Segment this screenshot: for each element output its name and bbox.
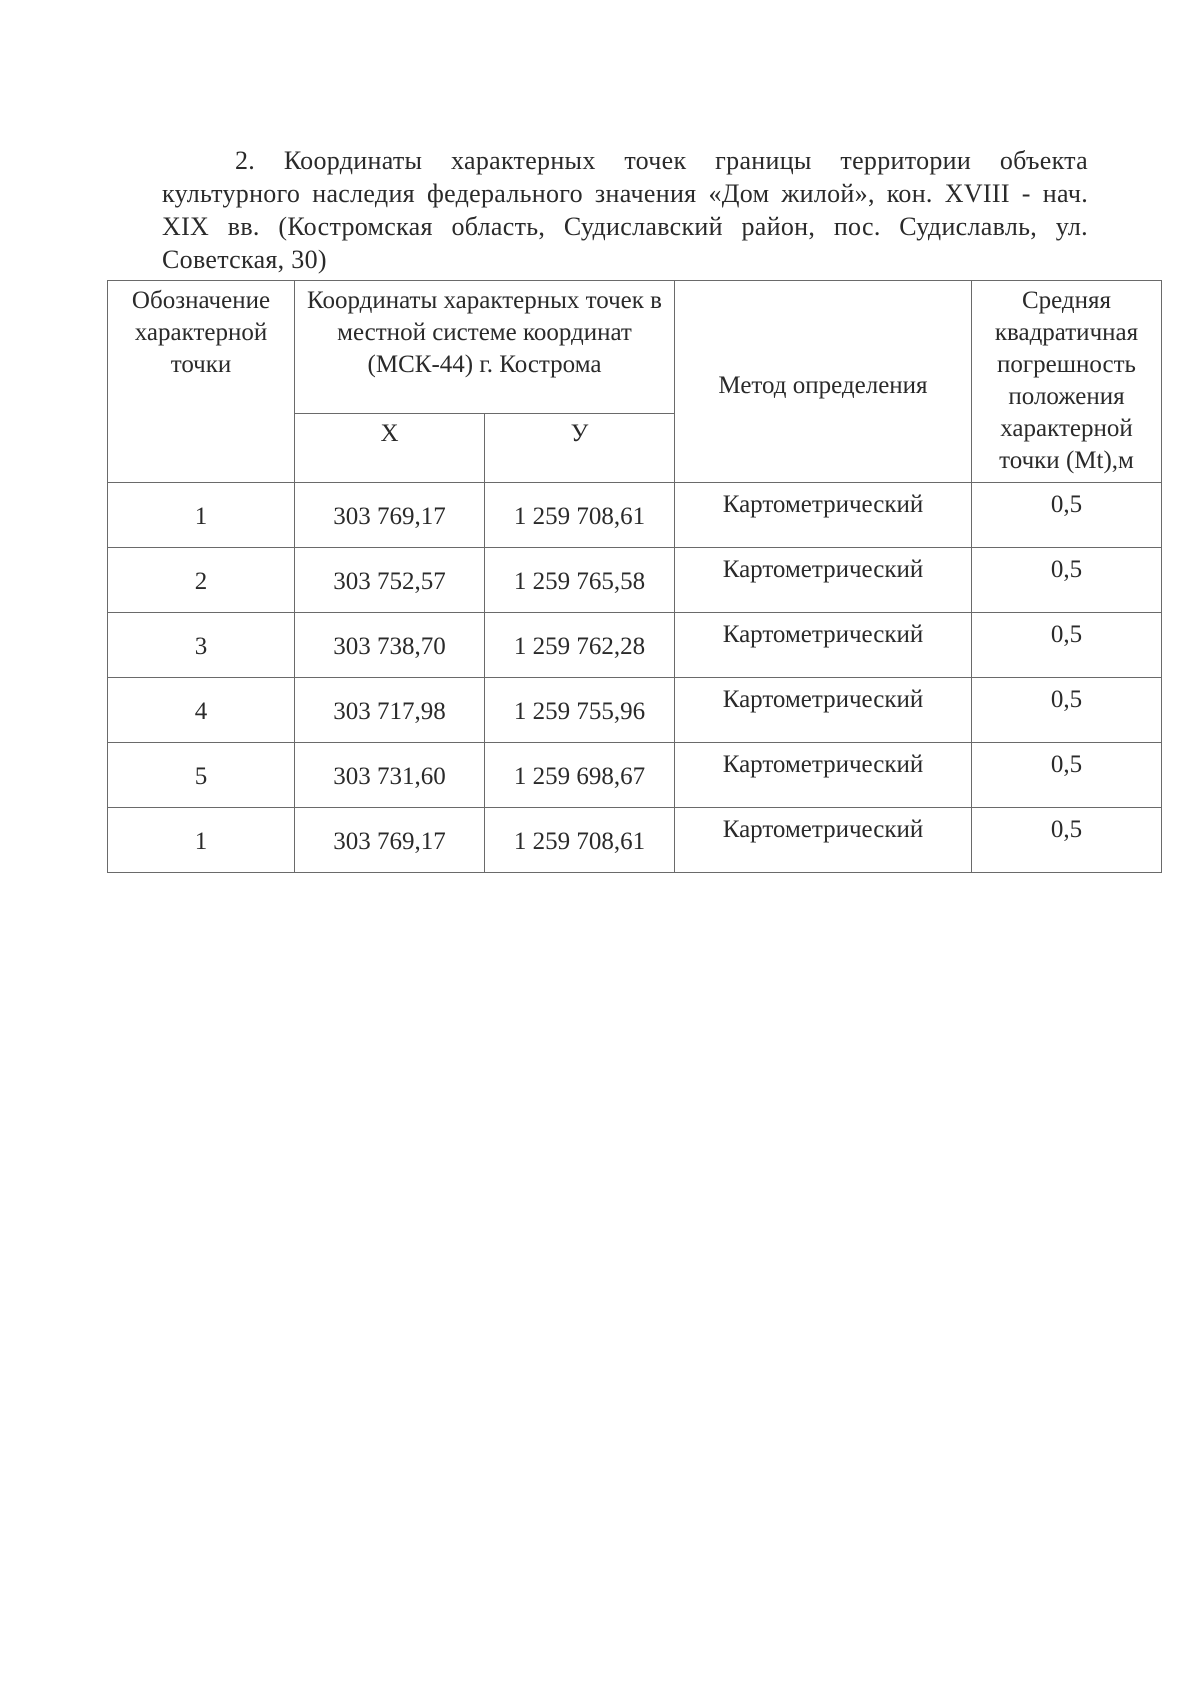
cell-error: 0,5 [972,743,1162,808]
cell-x: 303 769,17 [295,483,485,548]
cell-point: 1 [108,483,295,548]
cell-y: 1 259 708,61 [485,483,675,548]
cell-y: 1 259 762,28 [485,613,675,678]
cell-error: 0,5 [972,548,1162,613]
header-error: Средняя квадратичная погрешность положения характерной точки (Mt),м [972,281,1162,483]
cell-x: 303 738,70 [295,613,485,678]
cell-error: 0,5 [972,483,1162,548]
table-row [108,678,1162,743]
table-row [108,613,1162,678]
header-point: Обозначение характерной точки [108,281,295,483]
header-y: У [485,414,675,483]
header-method: Метод определения [675,281,972,483]
coordinates-table [107,280,1162,873]
cell-x: 303 717,98 [295,678,485,743]
cell-method: Картометрический [675,613,972,678]
cell-error: 0,5 [972,613,1162,678]
cell-y: 1 259 698,67 [485,743,675,808]
cell-x: 303 769,17 [295,808,485,873]
cell-error: 0,5 [972,808,1162,873]
cell-y: 1 259 765,58 [485,548,675,613]
cell-method: Картометрический [675,743,972,808]
cell-x: 303 731,60 [295,743,485,808]
cell-point: 1 [108,808,295,873]
cell-method: Картометрический [675,483,972,548]
cell-error: 0,5 [972,678,1162,743]
cell-y: 1 259 755,96 [485,678,675,743]
cell-y: 1 259 708,61 [485,808,675,873]
table-row [108,743,1162,808]
cell-point: 2 [108,548,295,613]
intro-paragraph: 2. Координаты характерных точек границы территории объекта культурного наследия федерального значения «Дом жилой», кон. XVIII - нач. XIX вв. (Костромская область, Судиславский район, пос. Судиславль, ул. Советская, 30) [162,146,1088,274]
table-row [108,483,1162,548]
table-header-row [108,281,1162,414]
table-row [108,808,1162,873]
table-row [108,548,1162,613]
cell-method: Картометрический [675,548,972,613]
cell-point: 5 [108,743,295,808]
cell-method: Картометрический [675,808,972,873]
cell-point: 3 [108,613,295,678]
cell-point: 4 [108,678,295,743]
header-coordinates: Координаты характерных точек в местной системе координат (МСК-44) г. Кострома [295,281,675,414]
table-body [108,483,1162,873]
cell-x: 303 752,57 [295,548,485,613]
cell-method: Картометрический [675,678,972,743]
header-x: Х [295,414,485,483]
